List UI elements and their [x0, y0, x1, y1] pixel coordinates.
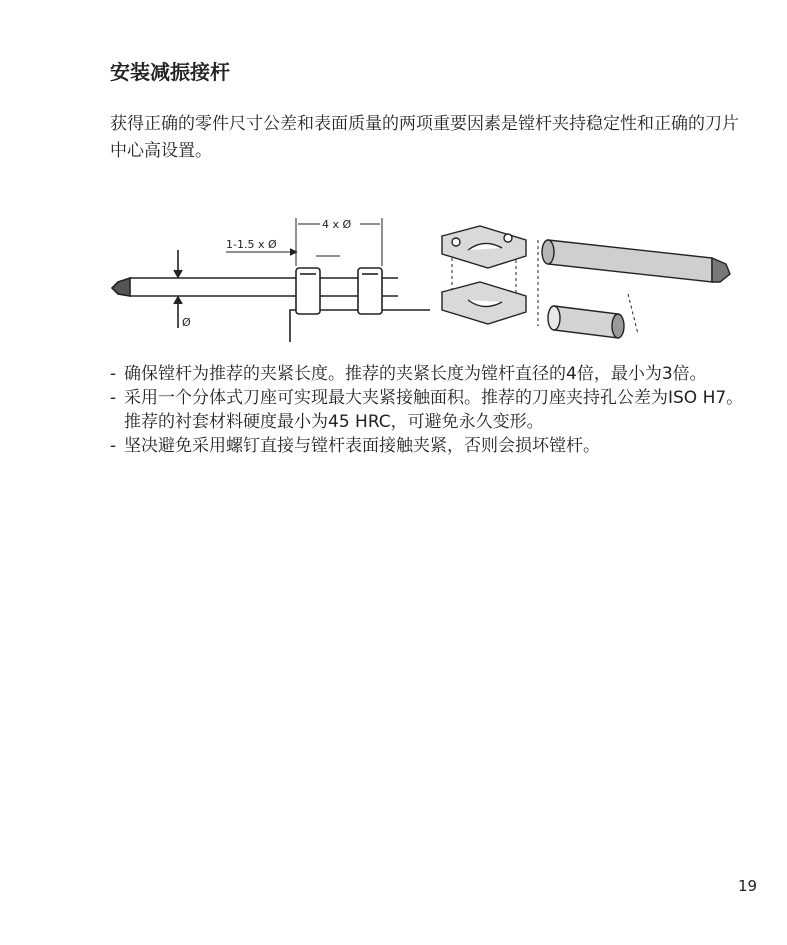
page-number: 19: [738, 877, 758, 895]
bullet-dash: -: [110, 436, 117, 456]
length-label: 4 x Ø: [322, 218, 352, 231]
bar-and-sleeve-illustration: [538, 240, 730, 338]
split-holder-illustration: [442, 226, 526, 324]
list-item-text: 确保镗杆为推荐的夹紧长度。推荐的夹紧长度为镗杆直径的4倍，最小为3倍。: [124, 364, 707, 384]
list-item-text: 采用一个分体式刀座可实现最大夹紧接触面积。推荐的刀座夹持孔公差为ISO H7。推荐的衬套材料硬度最小为45 HRC，可避免永久变形。: [124, 388, 744, 432]
diameter-arrowhead-top: [174, 270, 182, 277]
bar-head: [712, 258, 730, 282]
offset-label: 1-1.5 x Ø: [226, 238, 277, 251]
list-item: [110, 434, 750, 458]
intro-paragraph: 获得正确的零件尺寸公差和表面质量的两项重要因素是镗杆夹持稳定性和正确的刀片中心高设置。: [110, 114, 739, 161]
sleeve-bore: [612, 314, 624, 338]
side-view-diagram: [112, 218, 430, 342]
bullet-dash: -: [110, 364, 117, 384]
sleeve-body: [554, 306, 618, 338]
diameter-arrowhead-bottom: [174, 297, 182, 304]
axis-line-2: [628, 294, 638, 334]
bar-body: [548, 240, 712, 282]
bolt-hole-1: [452, 238, 460, 246]
clamp-front: [296, 268, 320, 314]
bar-end: [542, 240, 554, 264]
page-title: 安装减振接杆: [110, 60, 230, 84]
bolt-hole-2: [504, 234, 512, 242]
recommendation-list: [110, 362, 750, 458]
bullet-dash: -: [110, 388, 117, 408]
diameter-label: Ø: [182, 316, 191, 329]
sleeve-end: [548, 306, 560, 330]
clamp-rear: [358, 268, 382, 314]
offset-arrowhead: [290, 249, 296, 255]
list-item: [110, 362, 750, 386]
list-item-text: 坚决避免采用螺钉直接与镗杆表面接触夹紧，否则会损坏镗杆。: [124, 436, 600, 456]
insert-tip: [112, 278, 130, 296]
boring-bar-clamping-figure: [108, 210, 738, 350]
list-item: [110, 386, 750, 434]
